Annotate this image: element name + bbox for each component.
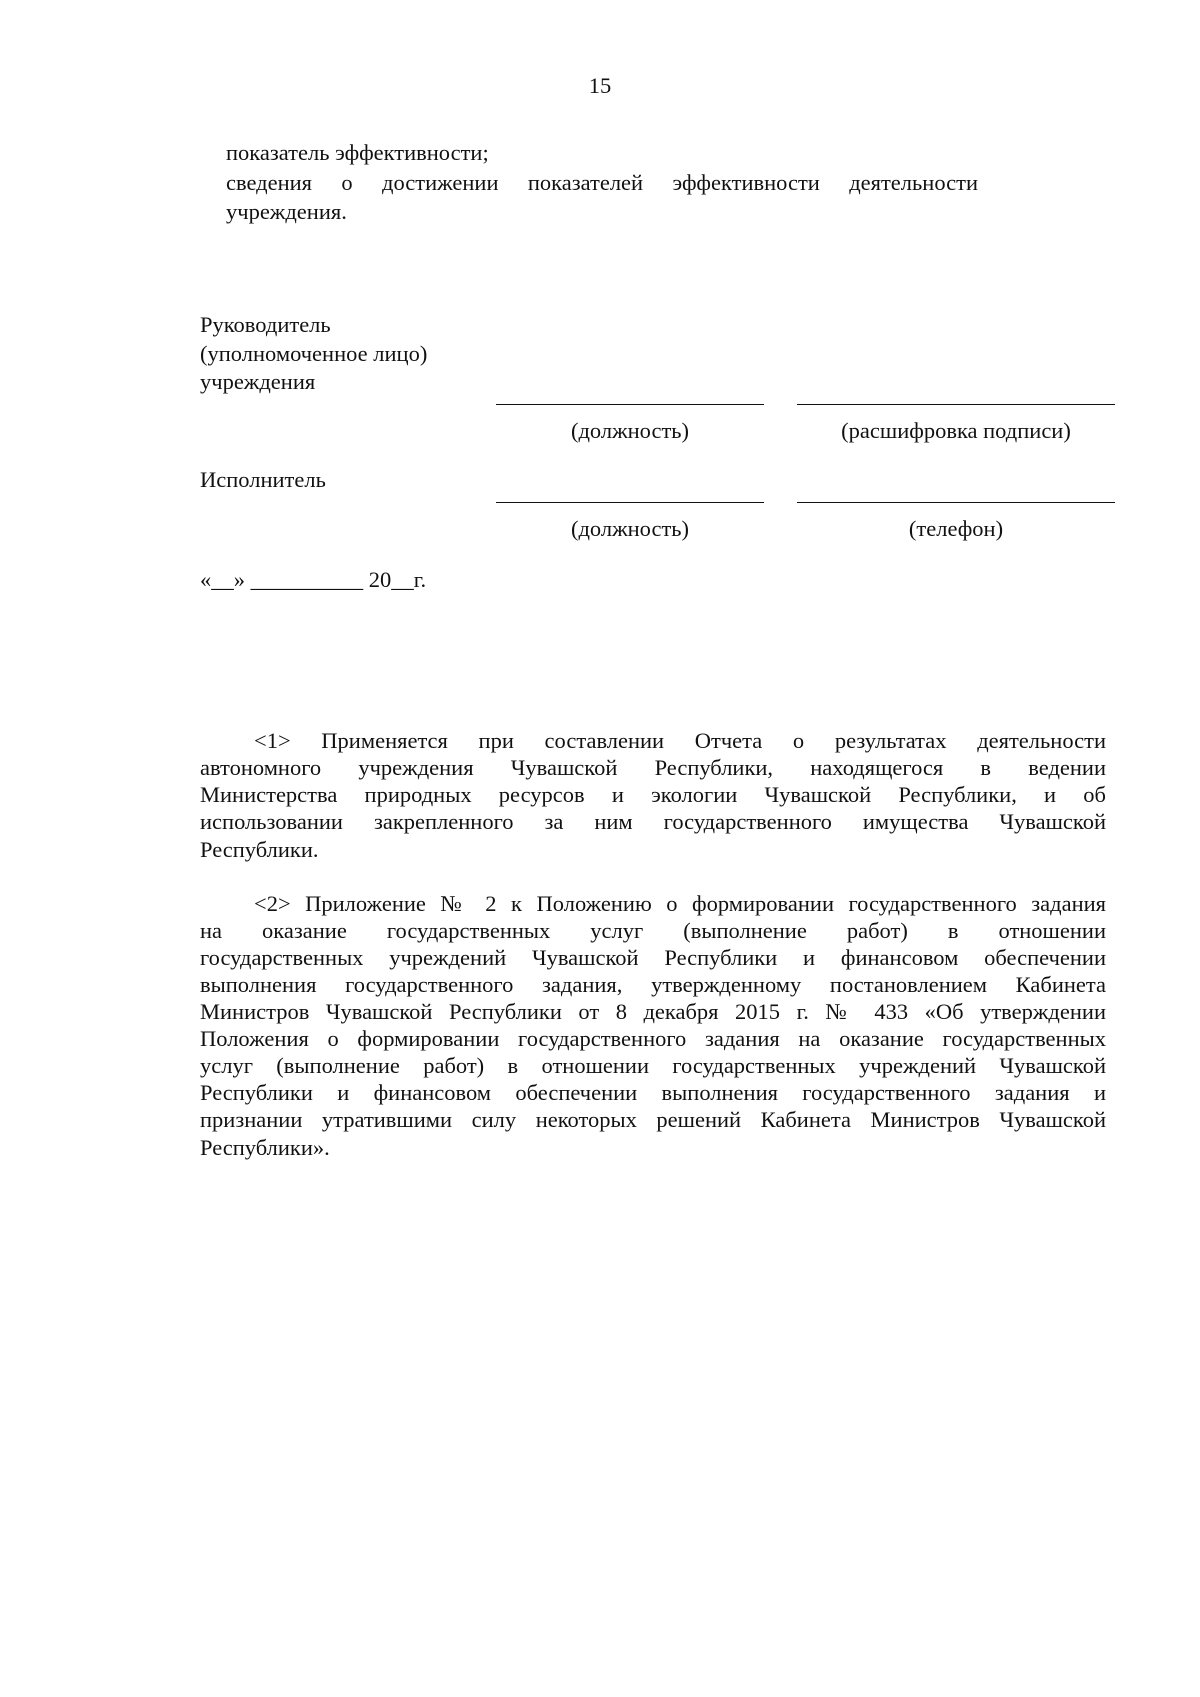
footnote-2-line-1: <2> Приложение № 2 к Положению о формировании государственного задания [254, 891, 1106, 916]
head-label-line-1: Руководитель [200, 312, 331, 337]
footnote-2-line-10: Республики». [200, 1135, 330, 1160]
footnote-1-line-3: Министерства природных ресурсов и экологии Чувашской Республики, и об [200, 782, 1106, 807]
date-line: «__» __________ 20__г. [200, 567, 427, 592]
footnote-2-line-6: Положения о формировании государственного задания на оказание государственных [200, 1026, 1106, 1051]
list-line-achievement-info: сведения о достижении показателей эффективности деятельности [226, 170, 978, 195]
head-decoding-caption: (расшифровка подписи) [841, 418, 1071, 443]
footnote-2-line-4: выполнения государственного задания, утвержденному постановлением Кабинета [200, 972, 1106, 997]
footnote-2-line-9: признании утратившими силу некоторых решений Кабинета Министров Чувашской [200, 1107, 1106, 1132]
footnote-2-line-2: на оказание государственных услуг (выполнение работ) в отношении [200, 918, 1106, 943]
footnote-1-line-5: Республики. [200, 837, 319, 862]
list-line-efficiency-indicator: показатель эффективности; [226, 140, 489, 165]
footnote-1-line-1: <1> Применяется при составлении Отчета о результатах деятельности [254, 728, 1106, 753]
footnote-2-line-3: государственных учреждений Чувашской Республики и финансовом обеспечении [200, 945, 1106, 970]
head-decoding-signature-line [797, 404, 1115, 405]
executor-phone-caption: (телефон) [908, 516, 1004, 541]
footnote-1-line-2: автономного учреждения Чувашской Республики, находящегося в ведении [200, 755, 1106, 780]
executor-phone-signature-line [797, 502, 1115, 503]
list-line-institution: учреждения. [226, 199, 347, 224]
page-number: 15 [588, 73, 612, 98]
executor-position-signature-line [496, 502, 764, 503]
footnote-2-line-5: Министров Чувашской Республики от 8 декабря 2015 г. № 433 «Об утверждении [200, 999, 1106, 1024]
footnote-1-line-4: использовании закрепленного за ним государственного имущества Чувашской [200, 809, 1106, 834]
head-label-line-2: (уполномоченное лицо) [200, 341, 428, 366]
footnote-2-line-8: Республики и финансовом обеспечении выполнения государственного задания и [200, 1080, 1106, 1105]
footnote-2-line-7: услуг (выполнение работ) в отношении государственных учреждений Чувашской [200, 1053, 1106, 1078]
head-label-line-3: учреждения [200, 369, 316, 394]
head-position-caption: (должность) [570, 418, 690, 443]
head-position-signature-line [496, 404, 764, 405]
executor-position-caption: (должность) [570, 516, 690, 541]
executor-label: Исполнитель [200, 467, 326, 492]
